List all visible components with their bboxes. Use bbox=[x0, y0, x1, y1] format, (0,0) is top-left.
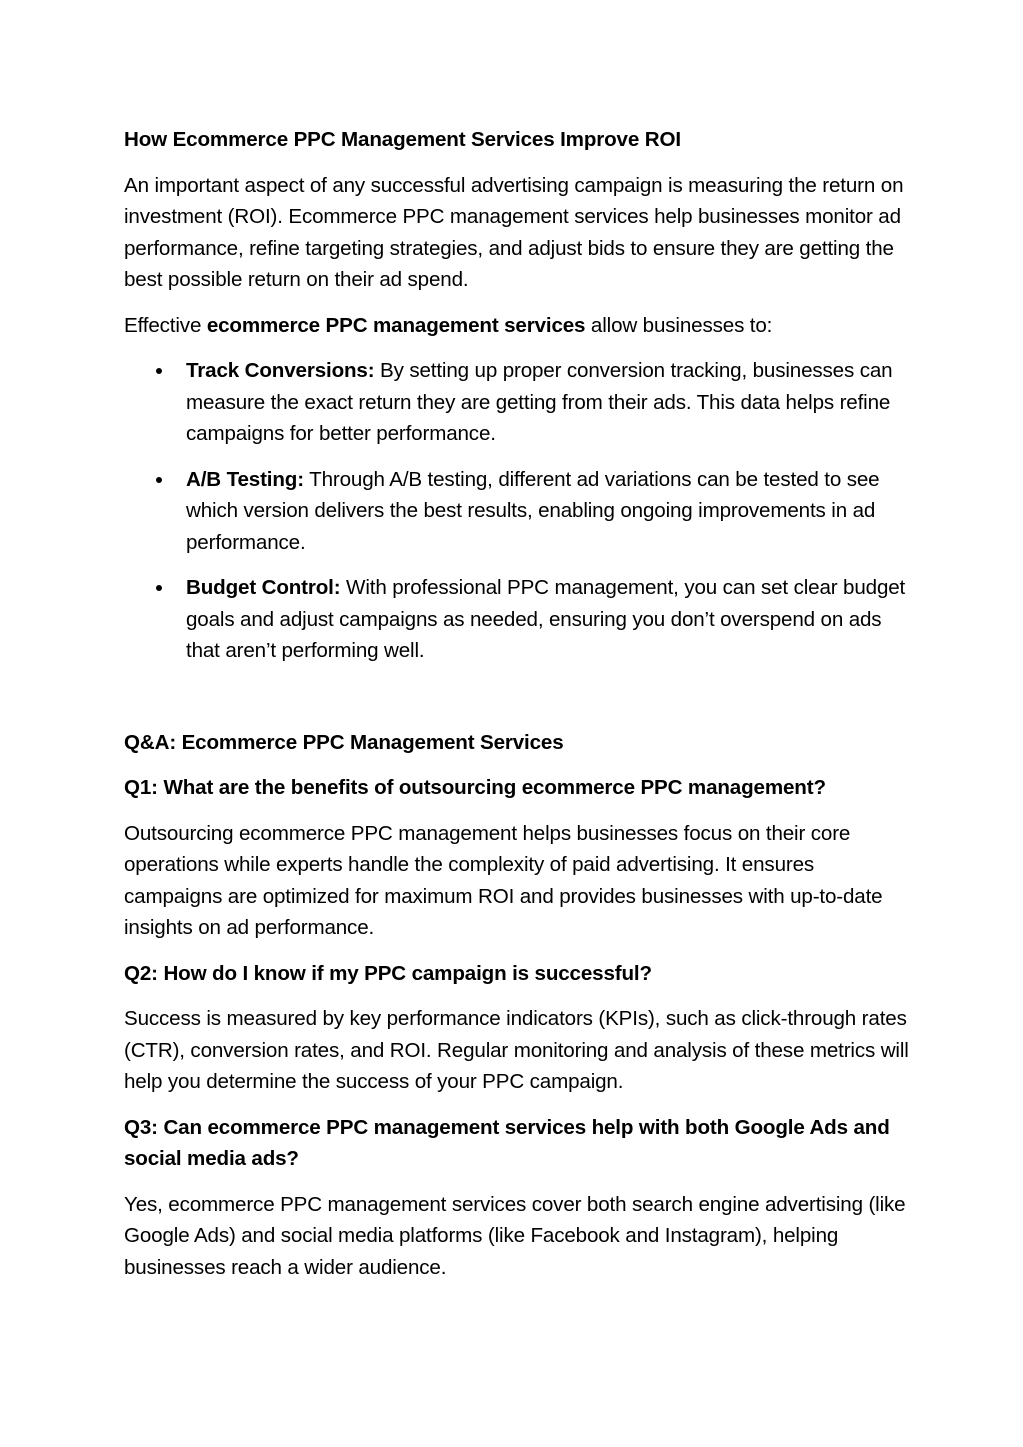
qa-answer: Success is measured by key performance indicators (KPIs), such as click-through rates (CTR), conversion rates, and ROI. Regular monitoring and analysis of these metrics will help you determine the success of your PPC campaign. bbox=[124, 1007, 909, 1093]
list-item-text: With professional PPC management, you can set clear budget goals and adjust campaigns as needed, ensuring you don’t overspend on ads that aren’t performing well. bbox=[186, 576, 906, 662]
qa-heading: Q&A: Ecommerce PPC Management Services bbox=[124, 730, 564, 754]
lead-bold-phrase: ecommerce PPC management services bbox=[206, 313, 586, 337]
list-item bbox=[124, 355, 914, 450]
bullet-icon bbox=[156, 477, 162, 483]
section-heading-roi: How Ecommerce PPC Management Services Improve ROI bbox=[124, 128, 681, 151]
list-item-term: Track Conversions: bbox=[186, 359, 375, 382]
lead-paragraph bbox=[124, 310, 914, 342]
list-item-text: Through A/B testing, different ad variations can be tested to see which version delivers the best results, enabling ongoing improvements in ad performance. bbox=[186, 467, 880, 554]
document-page bbox=[124, 124, 914, 1283]
list-item-term: Budget Control: bbox=[186, 576, 341, 599]
qa-answer: Outsourcing ecommerce PPC management helps businesses focus on their core operations while experts handle the complexity of paid advertising. It ensures campaigns are optimized for maximum ROI and provides businesses with up-to-date insights on ad performance. bbox=[124, 821, 883, 939]
qa-question: Q1: What are the benefits of outsourcing ecommerce PPC management? bbox=[124, 776, 826, 799]
lead-prefix: Effective bbox=[124, 313, 207, 337]
qa-question: Q2: How do I know if my PPC campaign is successful? bbox=[124, 961, 652, 985]
list-item-term: A/B Testing: bbox=[186, 467, 304, 491]
list-item-text: By setting up proper conversion tracking, businesses can measure the exact return they are getting from their ads. This data helps refine campaigns for better performance. bbox=[186, 359, 893, 445]
list-item bbox=[124, 464, 914, 559]
bullet-icon bbox=[156, 585, 162, 591]
intro-paragraph: An important aspect of any successful advertising campaign is measuring the return on investment (ROI). Ecommerce PPC management services help businesses monitor ad performance, refine targeting strategies, and adjust bids to ensure they are getting the best possible return on their ad spend. bbox=[124, 173, 904, 291]
qa-question: Q3: Can ecommerce PPC management services help with both Google Ads and social media ads? bbox=[124, 1115, 890, 1170]
list-item bbox=[124, 572, 914, 667]
lead-suffix: allow businesses to: bbox=[585, 313, 773, 337]
bullet-icon bbox=[156, 368, 162, 374]
qa-answer: Yes, ecommerce PPC management services cover both search engine advertising (like Google Ads) and social media platforms (like Facebook and Instagram), helping businesses reach a wider audience. bbox=[124, 1192, 906, 1279]
benefits-list bbox=[124, 355, 914, 667]
